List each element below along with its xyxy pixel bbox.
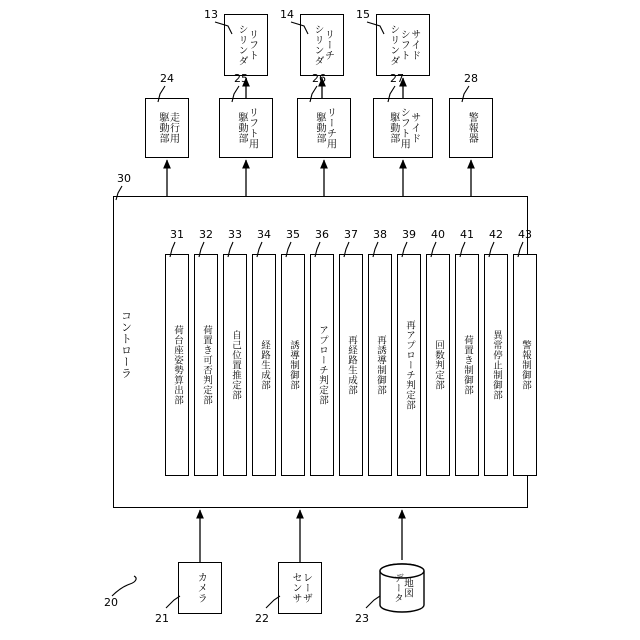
module-label-32: 荷置き可否判定部 xyxy=(200,325,212,405)
ref-26: 26 xyxy=(312,72,326,85)
sensor-box-laser xyxy=(278,562,322,614)
ref-20: 20 xyxy=(104,596,118,609)
ref-21: 21 xyxy=(155,612,169,625)
module-label-31: 荷台座姿勢算出部 xyxy=(171,325,183,405)
driver-label-alarm: 警報器 xyxy=(466,112,478,144)
module-label-38: 再誘導制御部 xyxy=(374,335,386,395)
ref-25: 25 xyxy=(234,72,248,85)
ref-33: 33 xyxy=(228,228,242,241)
ref-37: 37 xyxy=(344,228,358,241)
ref-23: 23 xyxy=(355,612,369,625)
module-box-35 xyxy=(281,254,305,476)
driver-label-lift: リフト用 駆動部 xyxy=(236,107,258,149)
sensor-box-camera xyxy=(178,562,222,614)
module-box-32 xyxy=(194,254,218,476)
module-label-41: 荷置き制御部 xyxy=(461,335,473,395)
module-box-34 xyxy=(252,254,276,476)
actuator-box-lift xyxy=(224,14,268,76)
module-box-37 xyxy=(339,254,363,476)
sensor-label-mapdata: 地図 データ xyxy=(392,573,413,603)
driver-label-travel: 走行用 駆動部 xyxy=(157,112,179,144)
driver-box-travel xyxy=(145,98,189,158)
ref-42: 42 xyxy=(489,228,503,241)
module-box-36 xyxy=(310,254,334,476)
ref-35: 35 xyxy=(286,228,300,241)
driver-box-reach xyxy=(297,98,351,158)
driver-box-lift xyxy=(219,98,273,158)
module-box-39 xyxy=(397,254,421,476)
ref-31: 31 xyxy=(170,228,184,241)
module-label-34: 経路生成部 xyxy=(258,340,270,390)
actuator-label-sideshift: サイド シフト シリンダ xyxy=(387,24,420,66)
actuator-box-sideshift xyxy=(376,14,430,76)
actuator-label-lift: リフト シリンダ xyxy=(236,24,258,66)
ref-15: 15 xyxy=(356,8,370,21)
ref-36: 36 xyxy=(315,228,329,241)
module-label-37: 再経路生成部 xyxy=(345,335,357,395)
ref-39: 39 xyxy=(402,228,416,241)
module-box-31 xyxy=(165,254,189,476)
driver-label-sideshift: サイド シフト用 駆動部 xyxy=(387,107,420,149)
module-box-33 xyxy=(223,254,247,476)
actuator-box-reach xyxy=(300,14,344,76)
module-box-38 xyxy=(368,254,392,476)
ref-32: 32 xyxy=(199,228,213,241)
controller-label: コントローラ xyxy=(119,310,133,379)
ref-43: 43 xyxy=(518,228,532,241)
module-box-41 xyxy=(455,254,479,476)
driver-box-alarm xyxy=(449,98,493,158)
sensor-label-laser: レーザ センサ xyxy=(290,572,312,604)
module-label-40: 回数判定部 xyxy=(432,340,444,390)
module-box-43 xyxy=(513,254,537,476)
ref-13: 13 xyxy=(204,8,218,21)
ref-27: 27 xyxy=(390,72,404,85)
module-label-43: 警報制御部 xyxy=(519,340,531,390)
driver-label-reach: リーチ用 駆動部 xyxy=(314,107,336,149)
module-label-39: 再アプローチ判定部 xyxy=(403,320,415,410)
ref-22: 22 xyxy=(255,612,269,625)
driver-box-sideshift xyxy=(373,98,433,158)
ref-40: 40 xyxy=(431,228,445,241)
sensor-label-camera: カメラ xyxy=(195,572,207,604)
sensor-cylinder-mapdata xyxy=(378,562,426,614)
ref-24: 24 xyxy=(160,72,174,85)
ref-30: 30 xyxy=(117,172,131,185)
ref-38: 38 xyxy=(373,228,387,241)
module-label-42: 異常停止制御部 xyxy=(490,330,502,400)
module-label-36: アプローチ判定部 xyxy=(316,325,328,405)
module-box-42 xyxy=(484,254,508,476)
module-box-40 xyxy=(426,254,450,476)
actuator-label-reach: リーチ シリンダ xyxy=(312,24,334,66)
ref-28: 28 xyxy=(464,72,478,85)
module-label-33: 自己位置推定部 xyxy=(229,330,241,400)
ref-14: 14 xyxy=(280,8,294,21)
ref-34: 34 xyxy=(257,228,271,241)
module-label-35: 誘導制御部 xyxy=(287,340,299,390)
ref-41: 41 xyxy=(460,228,474,241)
